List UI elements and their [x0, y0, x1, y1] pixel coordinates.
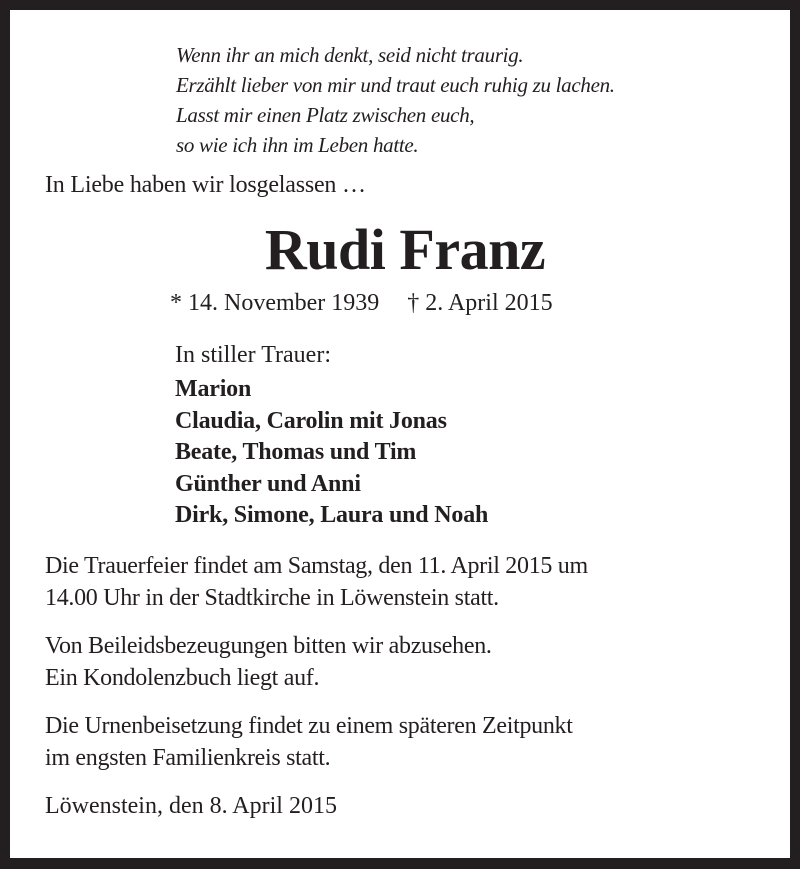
intro-text: In Liebe haben wir losgelassen …: [45, 172, 366, 198]
poem-line: Erzählt lieber von mir und traut euch ruhig zu lachen.: [176, 73, 615, 97]
condolence-info: [45, 630, 492, 694]
mourning-label: In stiller Trauer:: [175, 342, 331, 368]
deceased-name: Rudi Franz: [264, 217, 546, 282]
poem-line: Wenn ihr an mich denkt, seid nicht traurig.: [176, 43, 524, 67]
obituary-notice: [10, 10, 790, 858]
death-date: † 2. April 2015: [407, 290, 553, 316]
place-and-date: Löwenstein, den 8. April 2015: [45, 793, 337, 819]
mourner-entry: Marion: [175, 376, 252, 402]
urn-burial-info: [45, 710, 573, 774]
poem-line: so wie ich ihn im Leben hatte.: [176, 133, 419, 157]
life-dates: [170, 288, 553, 318]
text-line: im engsten Familienkreis statt.: [45, 745, 331, 771]
mourner-entry: Claudia, Carolin mit Jonas: [175, 407, 447, 434]
text-line: Die Trauerfeier findet am Samstag, den 11. April 2015 um: [45, 553, 588, 579]
mourner-entry: Dirk, Simone, Laura und Noah: [175, 502, 489, 528]
funeral-service-info: [45, 550, 588, 614]
mourner-entry: Günther und Anni: [175, 470, 361, 497]
mourners-list: [175, 374, 488, 532]
text-line: Von Beileidsbezeugungen bitten wir abzusehen.: [45, 633, 492, 659]
mourner-entry: Beate, Thomas und Tim: [175, 439, 417, 465]
text-line: Ein Kondolenzbuch liegt auf.: [45, 665, 320, 691]
text-line: Die Urnenbeisetzung findet zu einem späteren Zeitpunkt: [45, 713, 573, 739]
birth-date: * 14. November 1939: [170, 290, 380, 316]
memorial-poem: [176, 40, 615, 160]
poem-line: Lasst mir einen Platz zwischen euch,: [176, 103, 475, 127]
text-line: 14.00 Uhr in der Stadtkirche in Löwenstein statt.: [45, 585, 499, 611]
